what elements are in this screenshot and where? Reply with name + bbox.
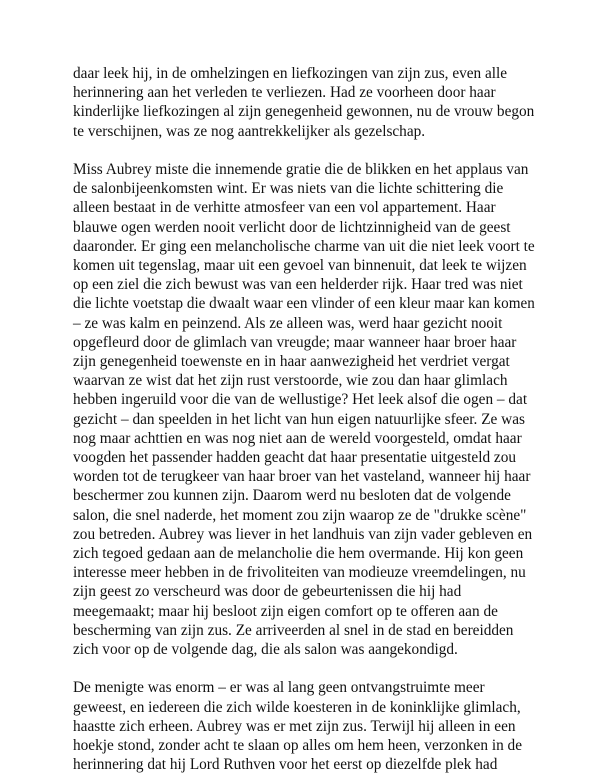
text-line: voogden het passender hadden geacht dat haar presentatie uitgesteld zou bbox=[73, 449, 517, 467]
text-line: kinderlijke liefkozingen al zijn genegenheid gewonnen, nu de vrouw begon bbox=[73, 103, 535, 121]
text-line: herinnering aan het verleden te verliezen. Had ze voorheen door haar bbox=[73, 84, 496, 102]
text-line: nog maar achttien en was nog niet aan de wereld voorgesteld, omdat haar bbox=[73, 429, 522, 447]
text-line: herinnering dat hij Lord Ruthven voor het eerst op diezelfde plek had bbox=[73, 756, 498, 774]
text-line: hoekje stond, zonder acht te slaan op alles om hem heen, verzonken in de bbox=[73, 737, 522, 755]
text-line: hebben ingeruild voor die van de wellustige? Het leek alsof die ogen – dat bbox=[73, 391, 528, 409]
text-line: worden tot de terugkeer van haar broer van het vasteland, wanneer hij haar bbox=[73, 468, 531, 486]
text-line: op een ziel die zich bewust was van een helderder rijk. Haar tred was niet bbox=[73, 276, 523, 294]
text-line: De menigte was enorm – er was al lang geen ontvangstruimte meer bbox=[73, 679, 485, 697]
text-line: zijn geest zo verscheurd was door de gebeurtenissen die hij had bbox=[73, 583, 462, 601]
text-line: blauwe ogen werden nooit verlicht door de lichtzinnigheid van de geest bbox=[73, 218, 511, 236]
paragraph-spacer bbox=[73, 141, 535, 160]
text-line: Miss Aubrey miste die innemende gratie die de blikken en het applaus van bbox=[73, 161, 529, 178]
text-line: die lichte voetstap die dwaalt waar een vlinder of een kleur maar kan komen bbox=[73, 295, 535, 313]
text-line: daaronder. Er ging een melancholische charme van uit die niet leek voort te bbox=[73, 237, 535, 255]
text-line: salon, die snel naderde, het moment zou zijn waarop ze de "drukke scène" bbox=[73, 506, 527, 524]
text-line: alleen bestaat in de verhitte atmosfeer van een vol appartement. Haar bbox=[73, 199, 496, 217]
text-line: zich tegoed gedaan aan de melancholie die hem overmande. Hij kon geen bbox=[73, 545, 524, 563]
text-line: beschermer zou kunnen zijn. Daarom werd nu besloten dat de volgende bbox=[73, 487, 511, 505]
text-line: daar leek hij, in de omhelzingen en liefkozingen van zijn zus, even alle bbox=[73, 65, 508, 82]
text-line: de salonbijeenkomsten wint. Er was niets van die lichte schittering die bbox=[73, 180, 504, 198]
text-line: zou betreden. Aubrey was liever in het landhuis van zijn vader gebleven en bbox=[73, 525, 533, 543]
paragraph-2 bbox=[73, 160, 535, 659]
paragraph-3 bbox=[73, 678, 535, 774]
text-line: zich voor op de volgende dag, die als salon was aangekondigd. bbox=[73, 641, 458, 659]
text-line: bescherming van zijn zus. Ze arriveerden al snel in de stad en bereidden bbox=[73, 621, 514, 639]
text-line: te verschijnen, was ze nog aantrekkelijker als gezelschap. bbox=[73, 122, 426, 140]
text-line: interesse meer hebben in de frivoliteiten van modieuze vreemdelingen, nu bbox=[73, 564, 526, 582]
text-line: opgefleurd door de glimlach van vreugde; maar wanneer haar broer haar bbox=[73, 333, 517, 351]
document-page bbox=[73, 64, 535, 774]
text-line: geweest, en iedereen die zich wilde koesteren in de koninklijke glimlach, bbox=[73, 698, 521, 716]
paragraph-1 bbox=[73, 64, 535, 141]
text-line: zijn genegenheid toewenste en in haar aanwezigheid het verdriet vergat bbox=[73, 353, 510, 371]
text-line: gezicht – dan speelden in het licht van hun eigen natuurlijke sfeer. Ze was bbox=[73, 410, 525, 428]
text-line: waarvan ze wist dat het zijn rust verstoorde, wie zou dan haar glimlach bbox=[73, 372, 508, 390]
text-line: meegemaakt; maar hij besloot zijn eigen comfort op te offeren aan de bbox=[73, 602, 498, 620]
text-line: komen uit tegenslag, maar uit een gevoel van binnenuit, dat leek te wijzen bbox=[73, 257, 527, 275]
paragraph-spacer bbox=[73, 659, 535, 678]
text-line: haastte zich erheen. Aubrey was er met zijn zus. Terwijl hij alleen in een bbox=[73, 717, 516, 735]
text-line: – ze was kalm en peinzend. Als ze alleen was, werd haar gezicht nooit bbox=[73, 314, 503, 332]
